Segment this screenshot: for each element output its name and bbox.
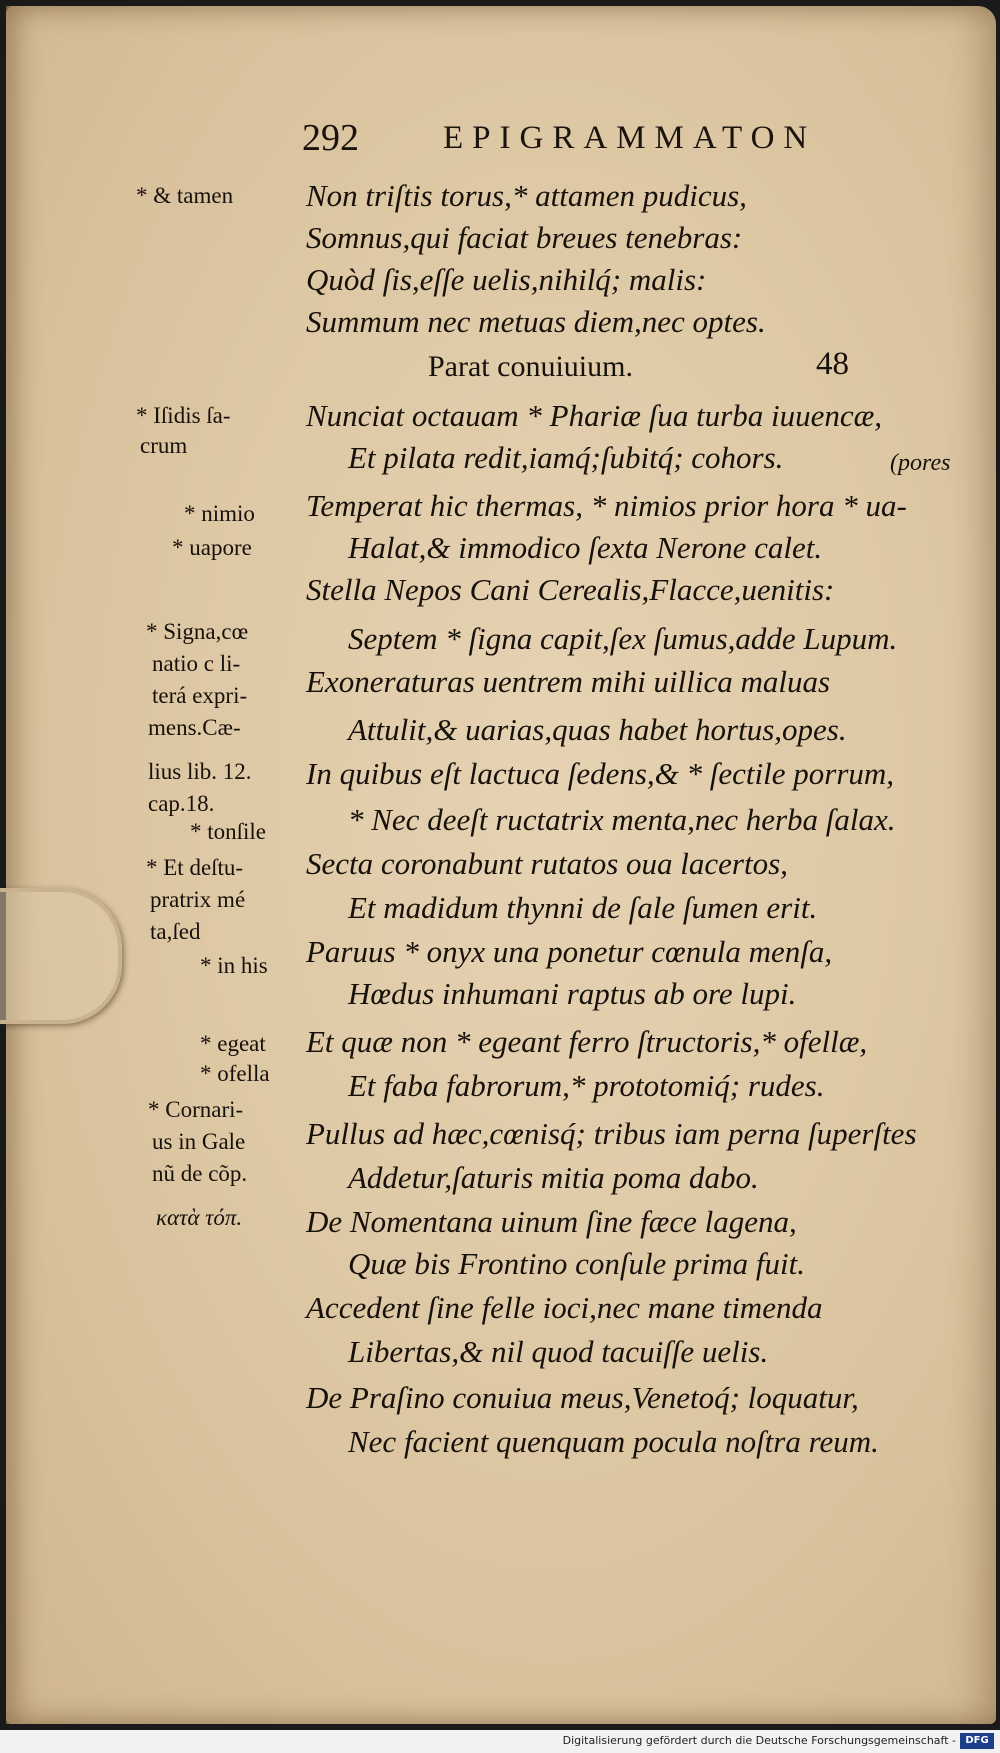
margin-note: * Cornari- [148, 1097, 244, 1122]
turnover-word: (pores [890, 450, 951, 476]
verse-line: Secta coronabunt rutatos oua lacertos, [306, 846, 788, 881]
epigram-number: 48 [816, 346, 849, 382]
verse-line: Summum nec metuas diem,nec optes. [306, 304, 766, 339]
epigram-heading: Parat conuiuium. [428, 350, 633, 383]
verse-line: Non triſtis torus,* attamen pudicus, [306, 178, 747, 213]
verse-line: Hœdus inhumani raptus ab ore lupi. [348, 976, 797, 1011]
dfg-logo: DFG [960, 1733, 994, 1749]
margin-note: nũ de cõp. [152, 1161, 248, 1186]
verse-line: Accedent ſine felle ioci,nec mane timenda [306, 1290, 823, 1325]
margin-note: terá expri- [152, 683, 248, 708]
margin-note: * Et deſtu- [146, 855, 244, 880]
margin-note: natio c li- [152, 651, 241, 676]
digitization-credit: Digitalisierung gefördert durch die Deutsche Forschungsgemeinschaft - [562, 1734, 956, 1747]
margin-note: * ofella [200, 1061, 270, 1086]
margin-note: lius lib. 12. [148, 759, 252, 784]
verse-line: Pullus ad hæc,cœnisq́; tribus iam perna ſuperſtes [306, 1116, 917, 1151]
margin-note: κατὰ τόπ. [156, 1205, 243, 1230]
margin-note: * uapore [172, 535, 252, 560]
margin-note: us in Gale [152, 1129, 246, 1154]
verse-line: Nec facient quenquam pocula noſtra reum. [348, 1424, 879, 1459]
verse-line: Addetur,ſaturis mitia poma dabo. [348, 1160, 759, 1195]
page-clasp [0, 888, 122, 1024]
verse-line: Quæ bis Frontino conſule prima fuit. [348, 1246, 805, 1281]
margin-note: * & tamen [136, 183, 234, 208]
margin-note: ta,ſed [150, 919, 201, 944]
verse-line: De Praſino conuiua meus,Venetoq́; loquatur, [306, 1380, 859, 1415]
verse-line: Temperat hic thermas, * nimios prior hora * ua- [306, 488, 907, 523]
margin-note: * tonſile [190, 819, 267, 844]
verse-line: In quibus eſt lactuca ſedens,& * ſectile porrum, [306, 756, 895, 791]
margin-note: * in his [200, 953, 268, 978]
margin-note: * nimio [184, 501, 255, 526]
margin-note: crum [140, 433, 188, 458]
margin-note: pratrix mé [150, 887, 246, 912]
margin-note: cap.18. [148, 791, 215, 816]
margin-note: * Signa,cœ [146, 619, 249, 644]
verse-line: Et madidum thynni de ſale ſumen erit. [348, 890, 818, 925]
verse-line: De Nomentana uinum ſine fæce lagena, [306, 1204, 797, 1239]
verse-line: Libertas,& nil quod tacuiſſe uelis. [348, 1334, 769, 1369]
running-title: EPIGRAMMATON [443, 120, 817, 156]
verse-line: Et faba fabrorum,* prototomiq́; rudes. [348, 1068, 825, 1103]
verse-line: Septem * ſigna capit,ſex ſumus,adde Lupum. [348, 621, 898, 656]
verse-line: Nunciat octauam * Phariæ ſua turba iuuencæ, [306, 398, 883, 433]
verse-line: Et pilata redit,iamq́;ſubitq́; cohors. [348, 440, 784, 475]
verse-line: Halat,& immodico ſexta Nerone calet. [348, 530, 823, 565]
margin-note: * Iſidis ſa- [136, 403, 231, 428]
verse-line: Paruus * onyx una ponetur cœnula menſa, [306, 934, 833, 969]
page-number: 292 [302, 117, 359, 159]
verse-line: Exoneraturas uentrem mihi uillica maluas [306, 664, 831, 699]
verse-line: * Nec deeſt ructatrix menta,nec herba ſalax. [348, 802, 896, 837]
verse-line: Et quæ non * egeant ferro ſtructoris,* ofellæ, [306, 1024, 868, 1059]
verse-line: Quòd ſis,eſſe uelis,nihilq́; malis: [306, 262, 707, 297]
margin-note: mens.Cæ- [148, 715, 241, 740]
margin-note: * egeat [200, 1031, 266, 1056]
verse-line: Attulit,& uarias,quas habet hortus,opes. [348, 712, 847, 747]
verse-line: Somnus,qui faciat breues tenebras: [306, 220, 743, 255]
verse-line: Stella Nepos Cani Cerealis,Flacce,uenitis: [306, 572, 835, 607]
